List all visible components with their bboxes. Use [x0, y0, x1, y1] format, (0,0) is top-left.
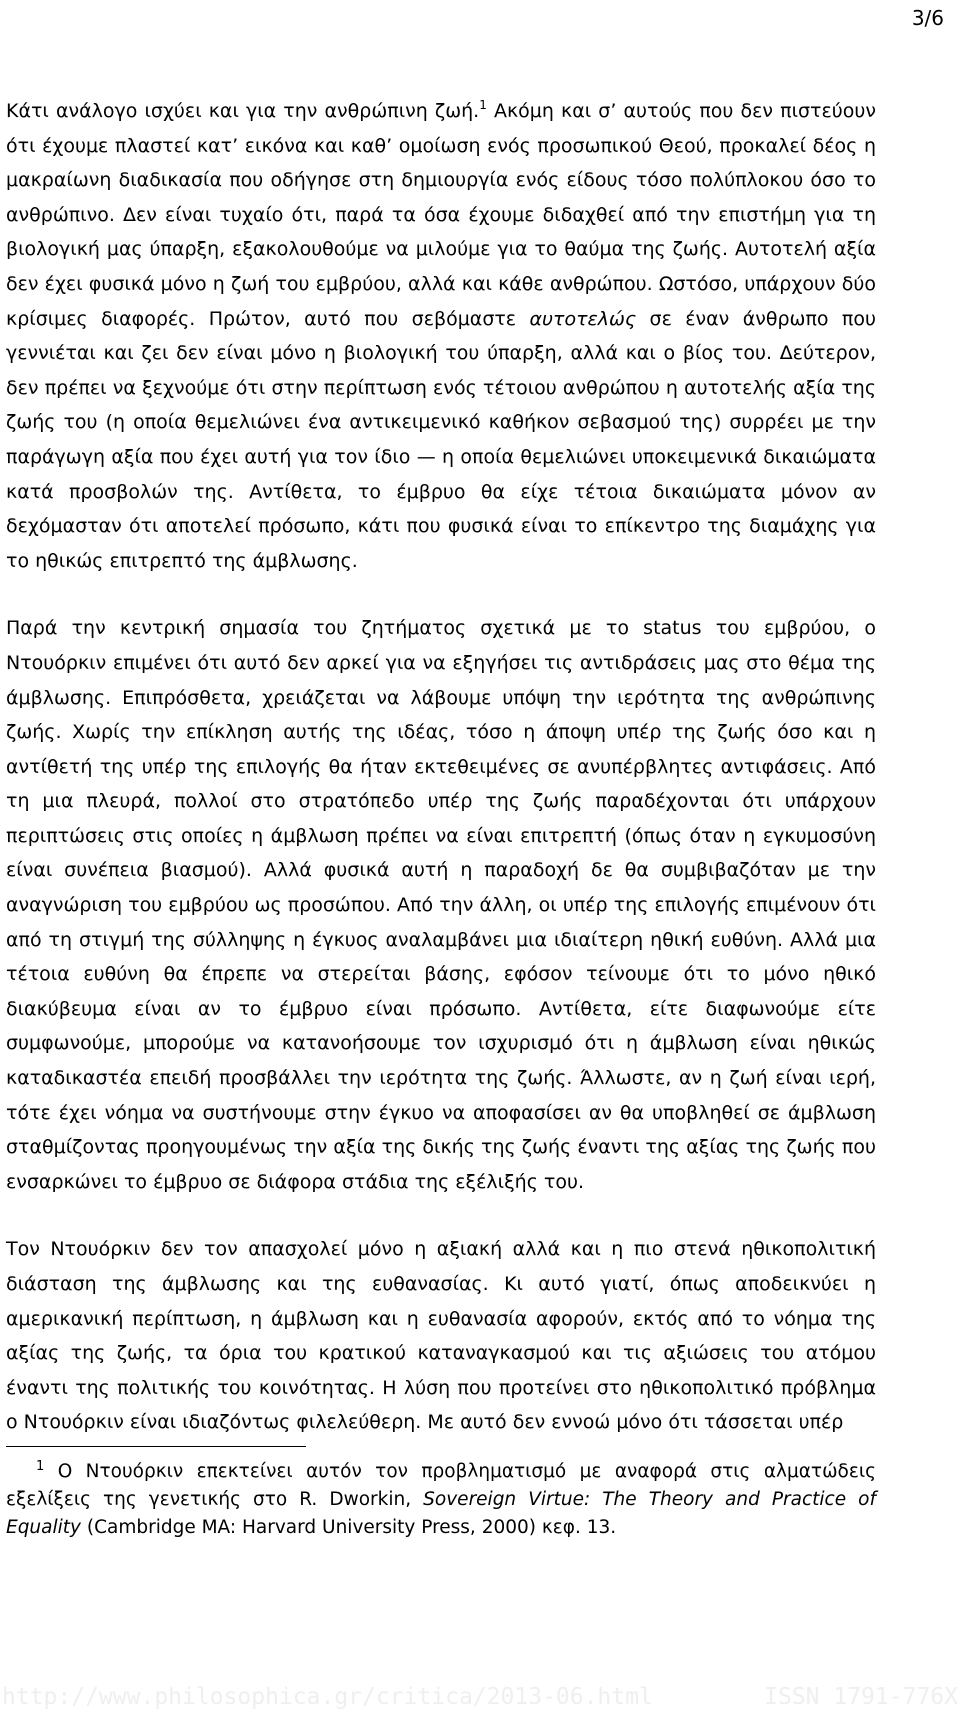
- page-footer: [0, 1680, 960, 1714]
- footer-issn: ISSN 1791-776X: [764, 1684, 958, 1710]
- paragraph-3: Τον Ντουόρκιν δεν τον απασχολεί μόνο η αξιακή αλλά και η πιο στενά ηθικοπολιτική διάσταση της άμβλωσης και της ευθανασίας. Κι αυτό γιατί, όπως αποδεικνύει η αμερικανική περίπτωση, η άμβλωση και η ευθανασία αφορούν, εκτός από το νόημα της αξίας της ζωής, τα όρια του κρατικού καταναγκασμού και τις αξιώσεις του ατόμου έναντι της πολιτικής του κοινότητας. Η λύση που προτείνει στο ηθικοπολιτικό πρόβλημα ο Ντουόρκιν είναι ιδιαζόντως φιλελεύθερη. Με αυτό δεν εννοώ μόνο ότι τάσσεται υπέρ: [6, 1238, 876, 1434]
- footnote-text-a: Ο Ντουόρκιν επεκτείνει αυτόν τον προβληματισμό με αναφορά στις αλματώδεις εξελίξεις της γενετικής στο R. Dworkin,: [6, 1461, 876, 1510]
- footnote-separator: [6, 1446, 306, 1447]
- page-number: 3/6: [911, 6, 944, 30]
- paragraph-2: Παρά την κεντρική σημασία του ζητήματος σχετικά με το status του εμβρύου, ο Ντουόρκιν επιμένει ότι αυτό δεν αρκεί για να εξηγήσει τις αντιδράσεις μας στο θέμα της άμβλωσης. Επιπρόσθετα, χρειάζεται να λάβουμε υπόψη την ιερότητα της ανθρώπινης ζωής. Χωρίς την επίκληση αυτής της ιδέας, τόσο η άποψη υπέρ της ζωής όσο και η αντίθετή της υπέρ της επιλογής θα ήταν εκτεθειμένες σε ανυπέρβλητες αντιφάσεις. Από τη μια πλευρά, πολλοί στο στρατόπεδο υπέρ της ζωής παραδέχονται ότι υπάρχουν περιπτώσεις στις οποίες η άμβλωση πρέπει να είναι επιτρεπτή (όπως όταν η εγκυμοσύνη είναι συνέπεια βιασμού). Αλλά φυσικά αυτή η παραδοχή δε θα συμβιβαζόταν με την αναγνώριση του εμβρύου ως προσώπου. Από την άλλη, οι υπέρ της επιλογής επιμένουν ότι από τη στιγμή της σύλληψης η έγκυος αναλαμβάνει μια ιδιαίτερη ηθική ευθύνη. Αλλά μια τέτοια ευθύνη θα έπρεπε να στερείται βάσης, εφόσον τείνουμε ότι το μόνο ηθικό διακύβευμα είναι αν το έμβρυο είναι πρόσωπο. Αντίθετα, είτε διαφωνούμε είτε συμφωνούμε, μπορούμε να κατανοήσουμε τον ισχυρισμό ότι η άμβλωση είναι ηθικώς καταδικαστέα επειδή προσβάλλει την ιερότητα της ζωής. Άλλωστε, αν η ζωή είναι ιερή, τότε έχει νόημα να συστήνουμε στην έγκυο να αποφασίσει αν θα υποβληθεί σε άμβλωση σταθμίζοντας προηγουμένως την αξία της δικής της ζωής έναντι της αξίας της ζωής που ενσαρκώνει το έμβρυο σε διάφορα στάδια της εξέλιξής του.: [6, 617, 876, 1193]
- footnote-text: [6, 1458, 876, 1542]
- footer-url[interactable]: http://www.philosophica.gr/critica/2013-06.html: [2, 1684, 653, 1710]
- footnote-reference[interactable]: 1: [479, 98, 487, 112]
- footnote-text-b: (Cambridge MA: Harvard University Press, 2000) κεφ. 13.: [80, 1517, 617, 1538]
- footnote: [6, 1458, 876, 1542]
- paragraph-1-text-b: Ακόμη και σ’ αυτούς που δεν πιστεύουν ότι έχουμε πλαστεί κατ’ εικόνα και καθ’ ομοίωση ενός προσωπικού Θεού, προκαλεί δέος η μακραίωνη διαδικασία που οδήγησε στη δημιουργία ενός είδους τόσο πολύπλοκου όσο το ανθρώπινο. Δεν είναι τυχαίο ότι, παρά τα όσα έχουμε διδαχθεί από την επιστήμη για τη βιολογική μας ύπαρξη, εξακολουθούμε να μιλούμε για το θαύμα της ζωής. Αυτοτελή αξία δεν έχει φυσικά μόνο η ζωή του εμβρύου, αλλά και κάθε ανθρώπου. Ωστόσο, υπάρχουν δύο κρίσιμες διαφορές. Πρώτον, αυτό που σεβόμαστε: [6, 100, 876, 330]
- paragraph-1: [6, 94, 876, 578]
- paragraph-1-text-a: Κάτι ανάλογο ισχύει και για την ανθρώπινη ζωή.: [6, 100, 480, 122]
- paragraph-1-emphasis: αυτοτελώς: [529, 307, 637, 330]
- footnote-number: 1: [36, 1459, 45, 1474]
- article-body: [6, 94, 876, 1440]
- footnote-book-title: Sovereign Virtue: The Theory and Practice of Equality: [6, 1489, 876, 1538]
- paragraph-1-text-c: σε έναν άνθρωπο που γεννιέται και ζει δεν είναι μόνο η βιολογική του ύπαρξη, αλλά και ο βίος του. Δεύτερον, δεν πρέπει να ξεχνούμε ότι στην περίπτωση ενός τέτοιου ανθρώπου η αυτοτελής αξία της ζωής του (η οποία θεμελιώνει ένα αντικειμενικό καθήκον σεβασμού της) συρρέει με την παράγωγη αξία που έχει αυτή για τον ίδιο — η οποία θεμελιώνει υποκειμενικά δικαιώματα κατά προσβολών της. Αντίθετα, το έμβρυο θα είχε τέτοια δικαιώματα μόνον αν δεχόμασταν ότι αποτελεί πρόσωπο, κάτι που φυσικά είναι το επίκεντρο της διαμάχης για το ηθικώς επιτρεπτό της άμβλωσης.: [6, 307, 876, 572]
